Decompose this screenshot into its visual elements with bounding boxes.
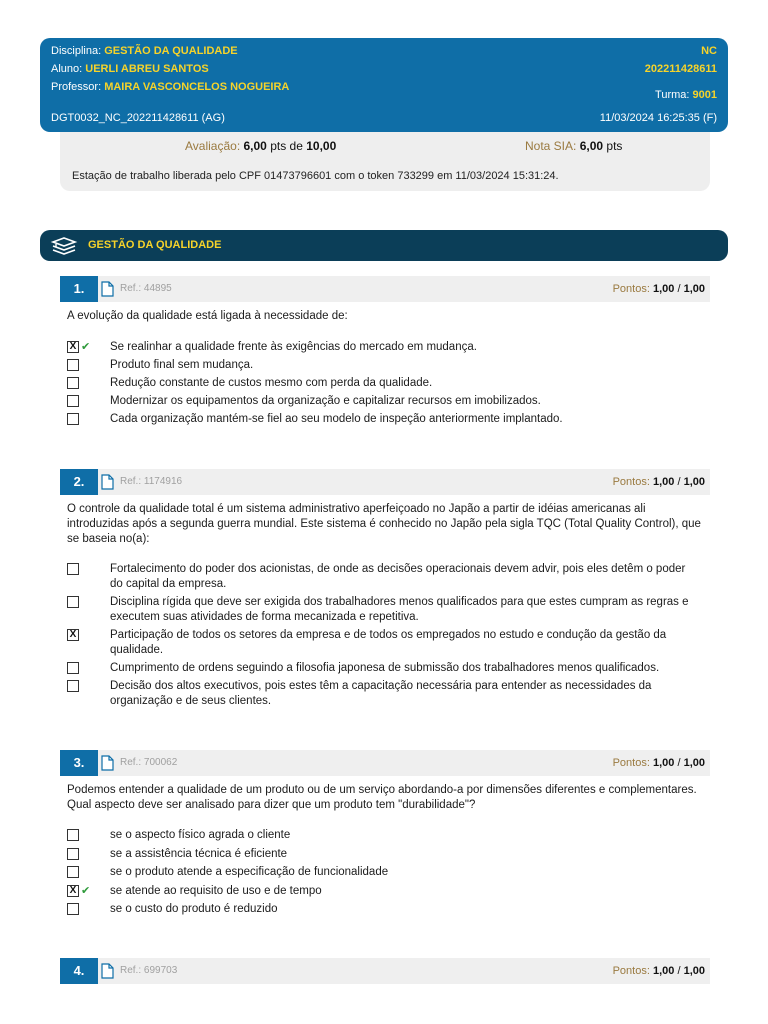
points-max: 1,00 [683, 965, 705, 977]
question-ref: Ref.: 1174916 [120, 476, 183, 487]
exam-datetime: 11/03/2024 16:25:35 (F) [599, 112, 717, 124]
option-text: Decisão dos altos executivos, pois estes têm a capacitação necessária para entender as necessidades da organização e de seus clientes. [110, 680, 652, 707]
question-1-text: A evolução da qualidade está ligada à necessidade de: [67, 310, 348, 322]
question-1-header [60, 276, 710, 302]
question-points [613, 757, 705, 769]
points-separator: / [677, 476, 681, 488]
correct-check-icon: ✔ [81, 341, 91, 353]
checkbox[interactable] [67, 596, 79, 608]
checkbox[interactable] [67, 413, 79, 425]
points-label: Pontos: [612, 965, 650, 977]
correct-check-icon: ✔ [81, 885, 91, 897]
professor-value: MAIRA VASCONCELOS NOGUEIRA [104, 81, 290, 93]
points-max: 1,00 [683, 283, 705, 295]
option-text: Fortalecimento do poder dos acionistas, de onde as decisões operacionais devem advir, pois eles detêm o poder do capital da empresa. [110, 563, 686, 590]
option-text: se o custo do produto é reduzido [110, 903, 278, 915]
checkbox[interactable] [67, 866, 79, 878]
option-text: Cada organização mantém-se fiel ao seu modelo de inspeção anteriormente implantado. [110, 413, 563, 425]
question-points [613, 476, 705, 488]
points-score: 1,00 [652, 283, 675, 295]
question-number: 1. [60, 276, 98, 302]
question-2-text: O controle da qualidade total é um sistema administrativo aperfeiçoado no Japão a partir de idéias americanas ali introduzidas após a segunda guerra mundial. Este sistema é conhecido no Japão pela sigla TQC (Total Quality Control), que se baseia no(a): [67, 503, 701, 545]
checkbox[interactable] [67, 662, 79, 674]
avaliacao-label: Avaliação: [185, 139, 241, 153]
checkbox[interactable] [67, 395, 79, 407]
document-icon[interactable] [101, 755, 114, 771]
option-text: Produto final sem mudança. [110, 359, 254, 371]
aluno-label: Aluno: [51, 63, 83, 75]
checkbox[interactable]: X [67, 341, 79, 353]
checkbox[interactable] [67, 848, 79, 860]
avaliacao-max: 10,00 [306, 139, 337, 153]
option-text: Disciplina rígida que deve ser exigida dos trabalhadores menos qualificados para que estes cumpram as regras e executem suas atividades de forma mecanizada e repetitiva. [110, 596, 689, 623]
token-text: Estação de trabalho liberada pelo CPF 01473796601 com o token 733299 em 11/03/2024 15:31:24. [72, 170, 559, 182]
option-text: se atende ao requisito de uso e de tempo [110, 885, 322, 897]
matricula-value: 202211428611 [644, 63, 717, 75]
option-text: se o aspecto físico agrada o cliente [110, 829, 291, 841]
option-text: Cumprimento de ordens seguindo a filosofia japonesa de submissão dos trabalhadores menos qualificados. [110, 662, 660, 674]
document-icon[interactable] [101, 963, 114, 979]
books-icon [50, 235, 78, 257]
points-separator: / [677, 757, 681, 769]
checkbox[interactable] [67, 829, 79, 841]
section-bar [40, 230, 728, 261]
turma-value: 9001 [692, 89, 717, 101]
points-score: 1,00 [652, 965, 675, 977]
sia-grade [525, 138, 622, 154]
points-label: Pontos: [612, 757, 650, 769]
checkbox[interactable]: X [67, 629, 79, 641]
option-text: se a assistência técnica é eficiente [110, 848, 288, 860]
question-points [613, 965, 705, 977]
section-title: GESTÃO DA QUALIDADE [88, 239, 222, 251]
checkbox[interactable] [67, 377, 79, 389]
sia-value: 6,00 [579, 139, 604, 153]
question-number: 3. [60, 750, 98, 776]
question-number: 4. [60, 958, 98, 984]
option-text: Participação de todos os setores da empresa e de todos os empregados no estudo e condução da gestão da qualidade. [110, 629, 667, 656]
document-icon[interactable] [101, 474, 114, 490]
avaliacao-value: 6,00 [243, 139, 267, 153]
codigo-row [51, 110, 717, 126]
aluno-value: UERLI ABREU SANTOS [85, 63, 209, 75]
aluno-row [51, 61, 717, 77]
professor-label: Professor: [51, 81, 102, 93]
points-score: 1,00 [652, 476, 675, 488]
disciplina-row [51, 43, 717, 59]
checkbox[interactable]: X [67, 885, 79, 897]
question-3-text: Podemos entender a qualidade de um produto ou de um serviço abordando-a por dimensões diferentes e complementares. Qual aspecto deve ser analisado para dizer que um produto tem "durabilidade"? [67, 784, 697, 811]
checkbox[interactable] [67, 680, 79, 692]
avaliacao-grade [185, 138, 336, 154]
points-separator: / [677, 965, 681, 977]
sia-pts: pts [606, 139, 623, 153]
checkbox[interactable] [67, 359, 79, 371]
question-2-header [60, 469, 710, 495]
sia-label: Nota SIA: [525, 139, 577, 153]
question-3-header [60, 750, 710, 776]
question-points [613, 283, 705, 295]
pts-de-text: pts de [270, 139, 303, 153]
question-number: 2. [60, 469, 98, 495]
points-max: 1,00 [683, 757, 705, 769]
exam-header [40, 38, 728, 132]
points-score: 1,00 [652, 757, 675, 769]
turma-row [51, 87, 717, 103]
option-text: Modernizar os equipamentos da organização e capitalizar recursos em imobilizados. [110, 395, 541, 407]
checkbox[interactable] [67, 903, 79, 915]
exam-type: NC [701, 45, 717, 57]
points-max: 1,00 [683, 476, 705, 488]
question-ref: Ref.: 44895 [120, 283, 172, 294]
option-text: se o produto atende a especificação de funcionalidade [110, 866, 389, 878]
points-label: Pontos: [612, 476, 650, 488]
option-text: Redução constante de custos mesmo com perda da qualidade. [110, 377, 433, 389]
disciplina-label: Disciplina: [51, 45, 102, 57]
points-label: Pontos: [612, 283, 650, 295]
exam-code: DGT0032_NC_202211428611 (AG) [51, 112, 225, 124]
turma-label: Turma: [655, 89, 690, 101]
option-text: Se realinhar a qualidade frente às exigências do mercado em mudança. [110, 341, 477, 353]
disciplina-value: GESTÃO DA QUALIDADE [104, 45, 238, 57]
question-ref: Ref.: 699703 [120, 965, 178, 976]
document-icon[interactable] [101, 281, 114, 297]
question-4-header [60, 958, 710, 984]
points-separator: / [677, 283, 681, 295]
question-ref: Ref.: 700062 [120, 757, 178, 768]
checkbox[interactable] [67, 563, 79, 575]
